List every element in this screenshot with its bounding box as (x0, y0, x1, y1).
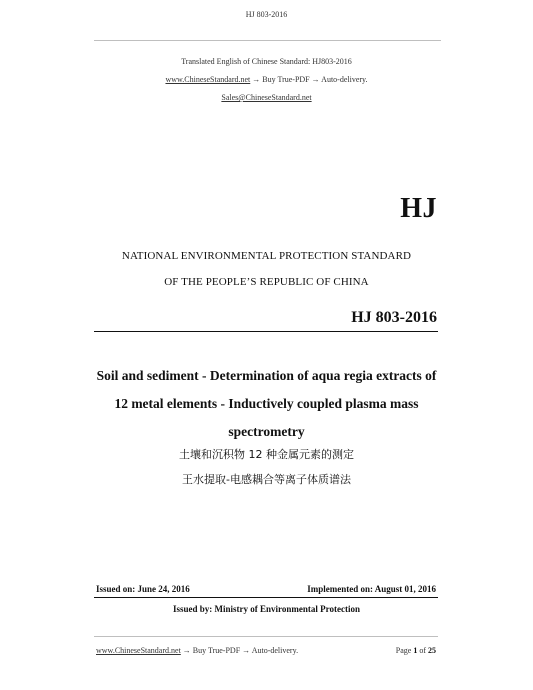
implemented-on: Implemented on: August 01, 2016 (307, 584, 436, 594)
page-of: of (417, 646, 428, 655)
title-cn-line-2: 王水提取-电感耦合等离子体质谱法 (182, 473, 351, 486)
issued-on: Issued on: June 24, 2016 (96, 584, 190, 594)
email-line (0, 93, 533, 102)
running-header-title: HJ 803-2016 (245, 10, 288, 19)
header-divider (94, 40, 441, 41)
page-number: 1 (413, 646, 418, 655)
chinesestandard-link[interactable]: www.ChineseStandard.net (165, 75, 251, 84)
sales-email-link[interactable]: Sales@ChineseStandard.net (221, 93, 312, 102)
page-prefix: Page (395, 646, 414, 655)
national-standard-line-1: NATIONAL ENVIRONMENTAL PROTECTION STANDARD (121, 250, 412, 262)
title-en-line-2: 12 metal elements - Inductively coupled plasma mass (114, 396, 419, 411)
issue-divider (94, 597, 438, 598)
footer-buy-text: → Buy True-PDF → Auto-delivery. (180, 646, 299, 655)
standard-number-rule (94, 331, 438, 332)
title-en-line-3: spectrometry (228, 424, 305, 439)
page-indicator (396, 646, 436, 655)
title-cn-line-1: 土壤和沉积物 12 种金属元素的测定 (179, 448, 354, 461)
title-en-line-1: Soil and sediment - Determination of aqua regia extracts of (96, 368, 437, 383)
page-total: 25 (428, 646, 436, 655)
hj-logo-text: HJ (400, 193, 437, 224)
footer-purchase-line (96, 646, 298, 655)
issued-by: Issued by: Ministry of Environmental Protection (173, 604, 360, 614)
footer-divider (94, 636, 438, 637)
purchase-line (0, 75, 533, 84)
footer-chinesestandard-link[interactable]: www.ChineseStandard.net (96, 646, 181, 655)
translation-note: Translated English of Chinese Standard: HJ803-2016 (181, 57, 352, 66)
buy-text: → Buy True-PDF → Auto-delivery. (250, 75, 368, 84)
national-standard-line-2: OF THE PEOPLE’S REPUBLIC OF CHINA (164, 276, 369, 288)
standard-number: HJ 803-2016 (351, 309, 437, 326)
